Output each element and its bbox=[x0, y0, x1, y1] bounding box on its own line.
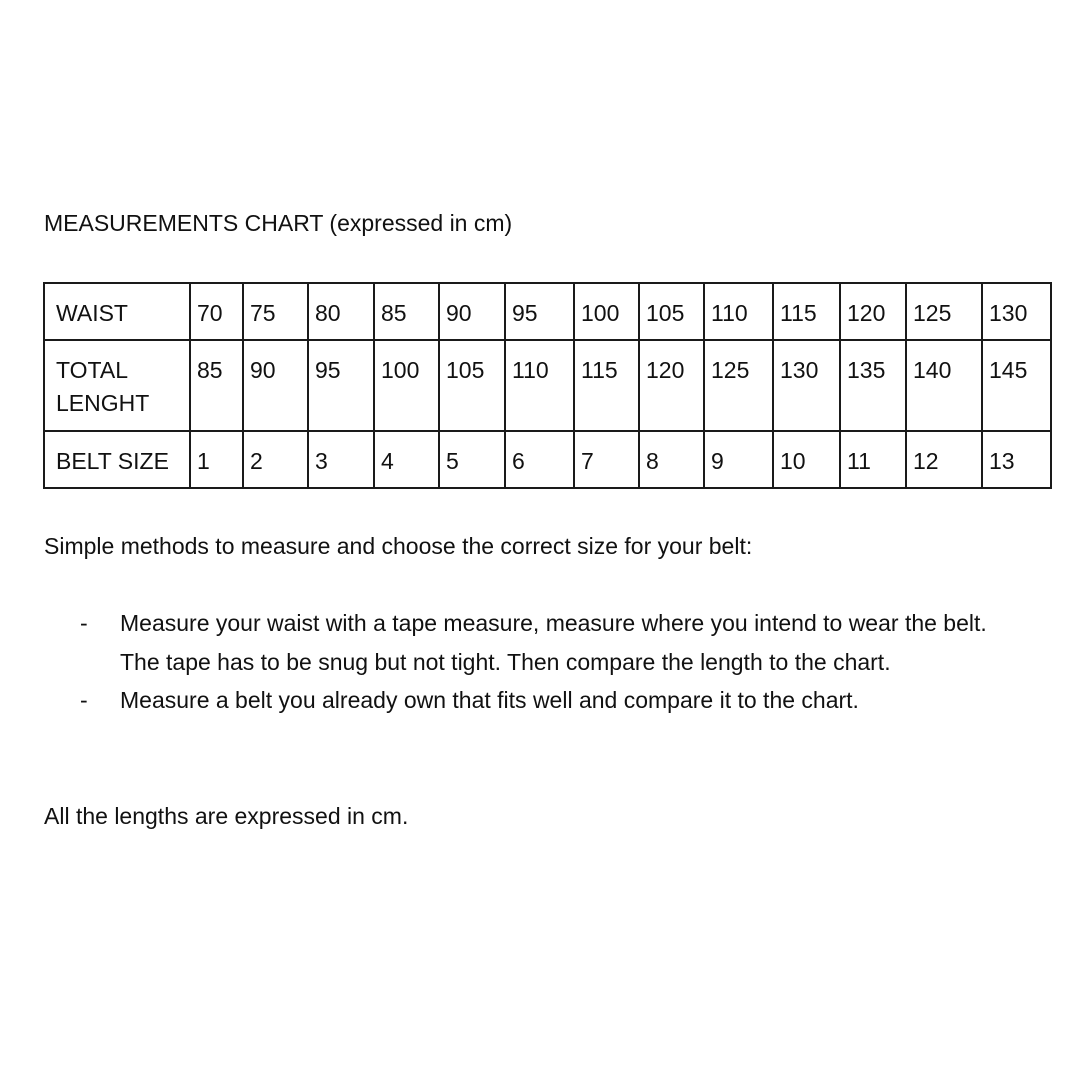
method-item bbox=[80, 681, 1000, 720]
table-cell: 75 bbox=[243, 283, 308, 340]
row-label: TOTAL LENGHT bbox=[44, 340, 190, 431]
table-cell: 3 bbox=[308, 431, 374, 488]
table-cell: 8 bbox=[639, 431, 704, 488]
table-cell: 1 bbox=[190, 431, 243, 488]
table-cell: 130 bbox=[773, 340, 840, 431]
table-cell: 12 bbox=[906, 431, 982, 488]
table-cell: 80 bbox=[308, 283, 374, 340]
table-cell: 85 bbox=[374, 283, 439, 340]
table-cell: 95 bbox=[308, 340, 374, 431]
table-cell: 120 bbox=[840, 283, 906, 340]
table-cell: 70 bbox=[190, 283, 243, 340]
table-cell: 115 bbox=[773, 283, 840, 340]
chart-title: MEASUREMENTS CHART (expressed in cm) bbox=[44, 210, 513, 236]
method-item bbox=[80, 604, 1000, 681]
table-cell: 100 bbox=[574, 283, 639, 340]
bullet-dash: - bbox=[80, 687, 88, 713]
table-cell: 110 bbox=[704, 283, 773, 340]
total-length-row bbox=[44, 340, 1051, 431]
method-text: Measure your waist with a tape measure, measure where you intend to wear the belt. The tape has to be snug but not tight. Then compare the length to the chart. bbox=[120, 610, 987, 675]
table-cell: 120 bbox=[639, 340, 704, 431]
table-cell: 5 bbox=[439, 431, 505, 488]
table-cell: 140 bbox=[906, 340, 982, 431]
table-cell: 13 bbox=[982, 431, 1051, 488]
table-cell: 125 bbox=[704, 340, 773, 431]
table-cell: 90 bbox=[243, 340, 308, 431]
belt-size-row bbox=[44, 431, 1051, 488]
bullet-dash: - bbox=[80, 610, 88, 636]
table-cell: 105 bbox=[439, 340, 505, 431]
methods-list bbox=[80, 604, 1000, 720]
table-cell: 85 bbox=[190, 340, 243, 431]
table-cell: 110 bbox=[505, 340, 574, 431]
method-text: Measure a belt you already own that fits well and compare it to the chart. bbox=[120, 687, 859, 713]
table-cell: 115 bbox=[574, 340, 639, 431]
table-cell: 100 bbox=[374, 340, 439, 431]
table-cell: 7 bbox=[574, 431, 639, 488]
table-cell: 145 bbox=[982, 340, 1051, 431]
table-cell: 95 bbox=[505, 283, 574, 340]
table-cell: 90 bbox=[439, 283, 505, 340]
methods-intro: Simple methods to measure and choose the correct size for your belt: bbox=[44, 533, 753, 559]
table-cell: 135 bbox=[840, 340, 906, 431]
table-cell: 11 bbox=[840, 431, 906, 488]
measurements-table bbox=[43, 282, 1052, 489]
table-cell: 4 bbox=[374, 431, 439, 488]
footer-note: All the lengths are expressed in cm. bbox=[44, 803, 409, 829]
table-cell: 6 bbox=[505, 431, 574, 488]
row-label: WAIST bbox=[44, 283, 190, 340]
table-cell: 10 bbox=[773, 431, 840, 488]
table-cell: 125 bbox=[906, 283, 982, 340]
row-label: BELT SIZE bbox=[44, 431, 190, 488]
table-cell: 105 bbox=[639, 283, 704, 340]
table-cell: 130 bbox=[982, 283, 1051, 340]
table-cell: 9 bbox=[704, 431, 773, 488]
waist-row bbox=[44, 283, 1051, 340]
table-cell: 2 bbox=[243, 431, 308, 488]
